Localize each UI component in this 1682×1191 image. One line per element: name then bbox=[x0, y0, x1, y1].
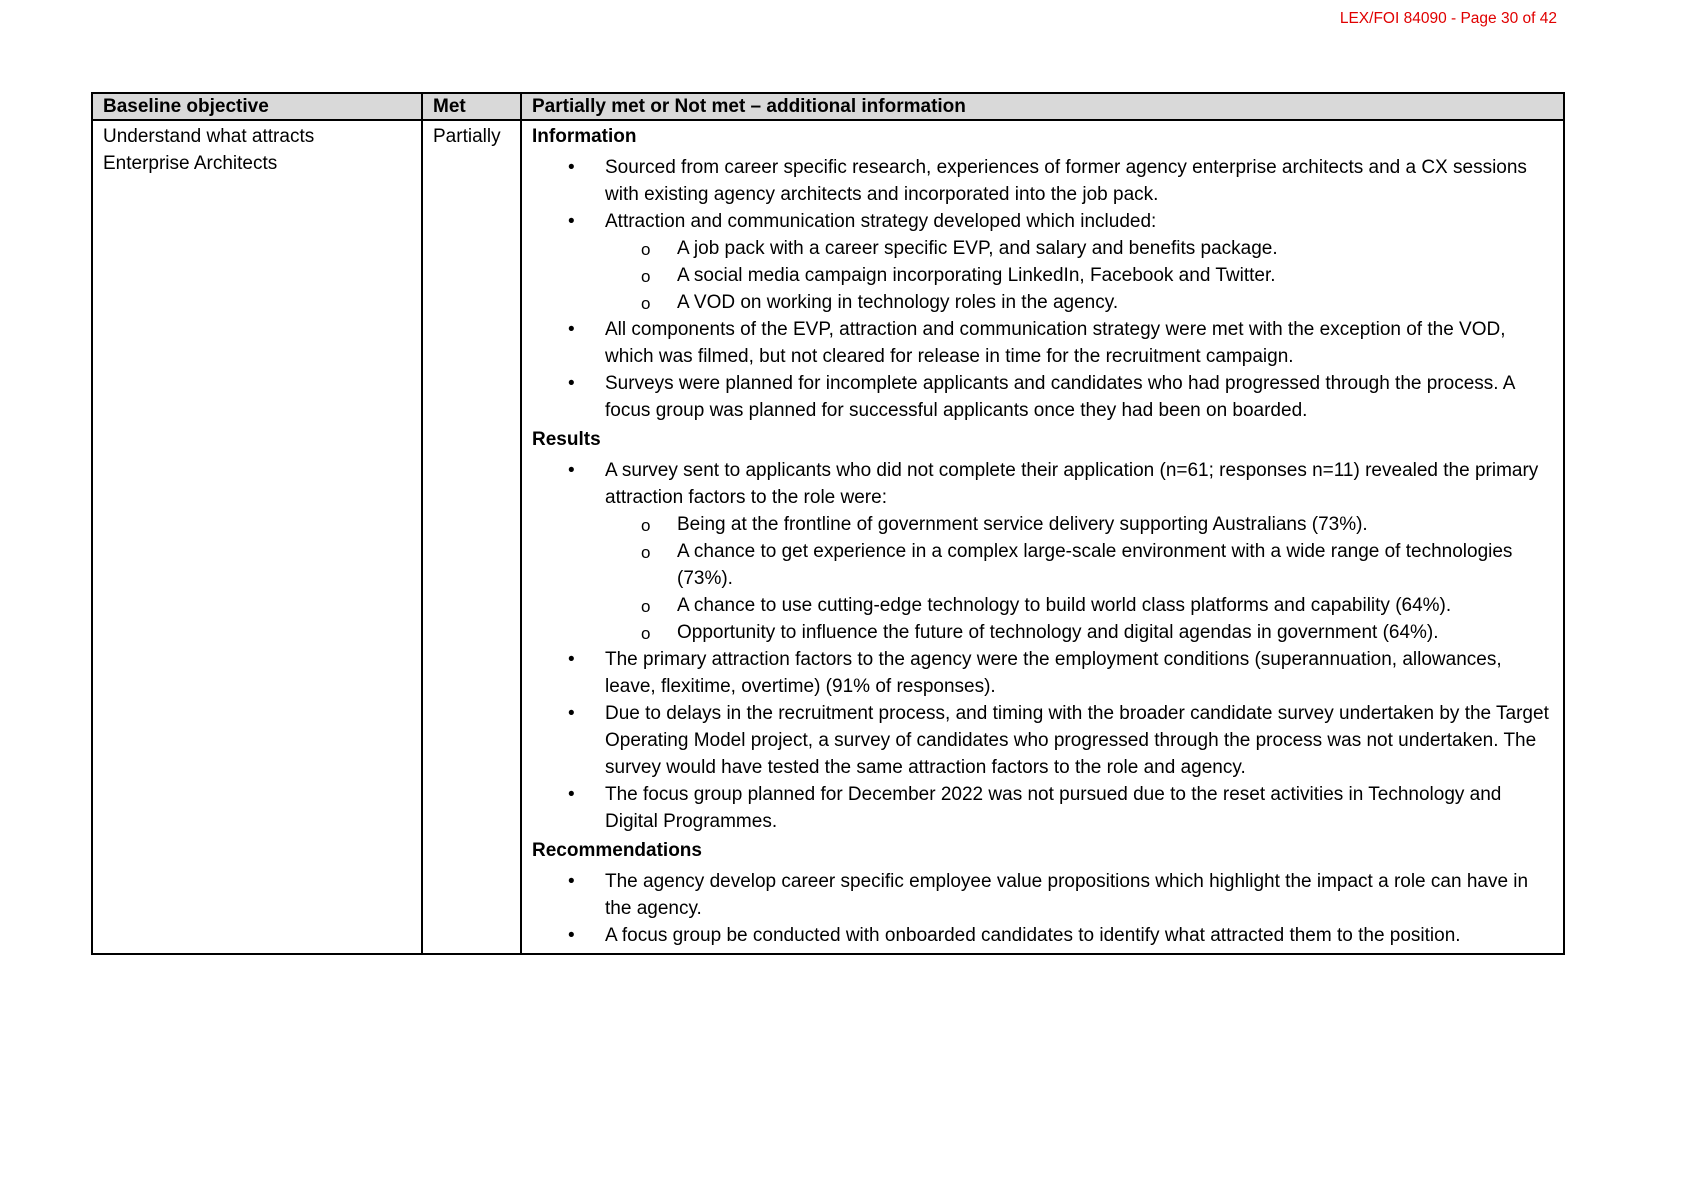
list-item-text: The primary attraction factors to the agency were the employment conditions (superannuation, allowances, leave, flexitime, overtime) (91% of responses). bbox=[605, 649, 1502, 697]
list-item-text: Due to delays in the recruitment process, and timing with the broader candidate survey undertaken by the Target Operating Model project, a survey of candidates who progressed through the process was not undertaken. The survey would have tested the same attraction factors to the role and agency. bbox=[605, 703, 1549, 778]
sub-list-item-text: A social media campaign incorporating LinkedIn, Facebook and Twitter. bbox=[677, 265, 1276, 286]
bullet-icon: • bbox=[568, 157, 575, 178]
bullet-list bbox=[532, 868, 1553, 949]
list-item bbox=[532, 781, 1553, 835]
list-item-text: A focus group be conducted with onboarded candidates to identify what attracted them to the position. bbox=[605, 925, 1461, 946]
met-cell bbox=[422, 120, 521, 954]
list-item bbox=[532, 457, 1553, 646]
sub-list-item-text: A VOD on working in technology roles in the agency. bbox=[677, 292, 1119, 313]
sub-list-item-text: Opportunity to influence the future of technology and digital agendas in government (64%). bbox=[677, 622, 1439, 643]
list-item-text: Surveys were planned for incomplete applicants and candidates who had progressed through the process. A focus group was planned for successful applicants once they had been on boarded. bbox=[605, 373, 1515, 421]
list-item bbox=[532, 208, 1553, 316]
hollow-bullet-icon: o bbox=[641, 543, 651, 562]
list-item bbox=[532, 370, 1553, 424]
sub-list-item-text: A job pack with a career specific EVP, and salary and benefits package. bbox=[677, 238, 1278, 259]
sub-list-item-text: A chance to get experience in a complex large-scale environment with a wide range of technologies (73%). bbox=[677, 541, 1513, 589]
list-item bbox=[532, 154, 1553, 208]
list-item bbox=[532, 868, 1553, 922]
list-item-text: Sourced from career specific research, experiences of former agency enterprise architects and a CX sessions with existing agency architects and incorporated into the job pack. bbox=[605, 157, 1527, 205]
objectives-table bbox=[91, 92, 1565, 955]
sub-list-item bbox=[605, 619, 1553, 646]
bullet-list bbox=[532, 457, 1553, 835]
hollow-bullet-icon: o bbox=[641, 624, 651, 643]
hollow-bullet-icon: o bbox=[641, 267, 651, 286]
additional-info-cell bbox=[521, 120, 1564, 954]
bullet-icon: • bbox=[568, 925, 575, 946]
sub-list-item bbox=[605, 289, 1553, 316]
list-item bbox=[532, 316, 1553, 370]
list-item-text: The focus group planned for December 2022 was not pursued due to the reset activities in Technology and Digital Programmes. bbox=[605, 784, 1502, 832]
list-item-text: Attraction and communication strategy developed which included: bbox=[605, 211, 1157, 232]
hollow-bullet-icon: o bbox=[641, 294, 651, 313]
bullet-icon: • bbox=[568, 784, 575, 805]
section-heading-results: Results bbox=[532, 429, 601, 450]
hollow-bullet-icon: o bbox=[641, 597, 651, 616]
section-heading-information: Information bbox=[532, 126, 637, 147]
page-reference: LEX/FOI 84090 - Page 30 of 42 bbox=[1339, 10, 1557, 27]
list-item-text: The agency develop career specific employee value propositions which highlight the impact a role can have in the agency. bbox=[605, 871, 1529, 919]
bullet-icon: • bbox=[568, 460, 575, 481]
hollow-bullet-icon: o bbox=[641, 516, 651, 535]
list-item bbox=[532, 700, 1553, 781]
sub-list-item-text: A chance to use cutting-edge technology to build world class platforms and capability (64%). bbox=[677, 595, 1452, 616]
objective-text: Understand what attracts Enterprise Architects bbox=[103, 126, 315, 174]
bullet-icon: • bbox=[568, 211, 575, 232]
list-item bbox=[532, 646, 1553, 700]
section-heading-recommendations: Recommendations bbox=[532, 840, 702, 861]
sub-list-item bbox=[605, 511, 1553, 538]
bullet-icon: • bbox=[568, 373, 575, 394]
sub-bullet-list bbox=[605, 235, 1553, 316]
bullet-icon: • bbox=[568, 649, 575, 670]
met-value: Partially bbox=[433, 126, 501, 147]
sub-list-item bbox=[605, 592, 1553, 619]
objective-cell bbox=[92, 120, 422, 954]
list-item-text: A survey sent to applicants who did not complete their application (n=61; responses n=11) revealed the primary attraction factors to the role were: bbox=[605, 460, 1539, 508]
header-met: Met bbox=[422, 93, 521, 120]
table-header-row bbox=[92, 93, 1564, 120]
list-item-text: All components of the EVP, attraction and communication strategy were met with the exception of the VOD, which was filmed, but not cleared for release in time for the recruitment campaign. bbox=[605, 319, 1506, 367]
bullet-icon: • bbox=[568, 319, 575, 340]
list-item bbox=[532, 922, 1553, 949]
sub-bullet-list bbox=[605, 511, 1553, 646]
table-row bbox=[92, 120, 1564, 954]
sub-list-item bbox=[605, 538, 1553, 592]
sub-list-item-text: Being at the frontline of government service delivery supporting Australians (73%). bbox=[677, 514, 1368, 535]
bullet-icon: • bbox=[568, 703, 575, 724]
header-baseline-objective: Baseline objective bbox=[92, 93, 422, 120]
hollow-bullet-icon: o bbox=[641, 240, 651, 259]
sub-list-item bbox=[605, 262, 1553, 289]
sub-list-item bbox=[605, 235, 1553, 262]
header-additional-information: Partially met or Not met – additional information bbox=[521, 93, 1564, 120]
bullet-list bbox=[532, 154, 1553, 424]
bullet-icon: • bbox=[568, 871, 575, 892]
